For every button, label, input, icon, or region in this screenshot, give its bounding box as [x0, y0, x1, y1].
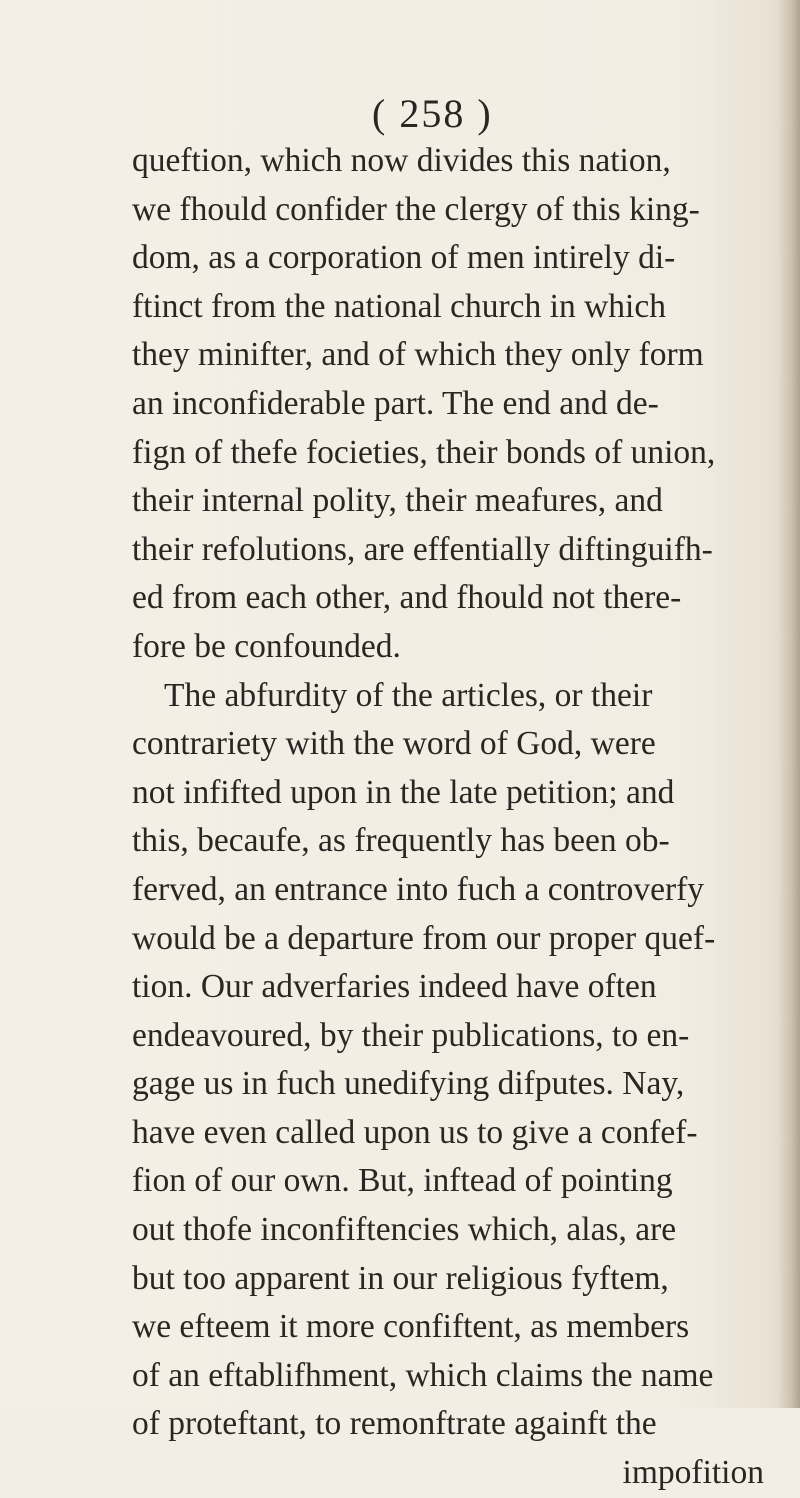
text-line: we efteem it more confiftent, as members: [132, 1308, 690, 1346]
text-line: an inconfiderable part. The end and de-: [132, 384, 659, 422]
text-line: tion. Our adverfaries indeed have often: [132, 968, 657, 1006]
body-text: [132, 137, 772, 1498]
text-line: queftion, which now divides this nation,: [132, 142, 671, 179]
text-line: fion of our own. But, inftead of pointing: [132, 1162, 673, 1200]
text-line: this, becaufe, as frequently has been ob-: [132, 822, 670, 860]
text-line: ferved, an entrance into fuch a controverfy: [132, 870, 705, 908]
text-line: gage us in fuch unedifying difputes. Nay,: [132, 1065, 685, 1103]
text-line: fore be confounded.: [132, 627, 401, 665]
text-line: ed from each other, and fhould not there-: [132, 579, 682, 617]
text-line: out thofe inconfiftencies which, alas, are: [132, 1211, 677, 1249]
text-line: fign of thefe focieties, their bonds of union,: [132, 433, 716, 471]
text-line: ftinct from the national church in which: [132, 287, 666, 325]
text-line: their refolutions, are effentially diftinguifh-: [132, 530, 713, 568]
text-line: of an eftablifhment, which claims the name: [132, 1356, 714, 1394]
paragraph-start-line: The abfurdity of the articles, or their: [164, 676, 653, 714]
text-line: have even called upon us to give a confef-: [132, 1113, 698, 1151]
text-line: endeavoured, by their publications, to en-: [132, 1016, 690, 1054]
page-number: ( 258 ): [372, 91, 493, 136]
catchword: impofition: [622, 1454, 764, 1492]
text-line: they minifter, and of which they only form: [132, 336, 704, 374]
text-line: would be a departure from our proper quef-: [132, 919, 716, 957]
text-line: we fhould confider the clergy of this king-: [132, 190, 700, 228]
text-line: dom, as a corporation of men intirely di-: [132, 239, 676, 277]
page-edge-shadow: [778, 0, 800, 1408]
text-line: not infifted upon in the late petition; and: [132, 773, 675, 811]
text-line: of proteftant, to remonftrate againft the: [132, 1405, 657, 1443]
text-line: but too apparent in our religious fyftem,: [132, 1259, 669, 1297]
text-line: their internal polity, their meafures, and: [132, 482, 663, 520]
text-line: contrariety with the word of God, were: [132, 725, 656, 763]
